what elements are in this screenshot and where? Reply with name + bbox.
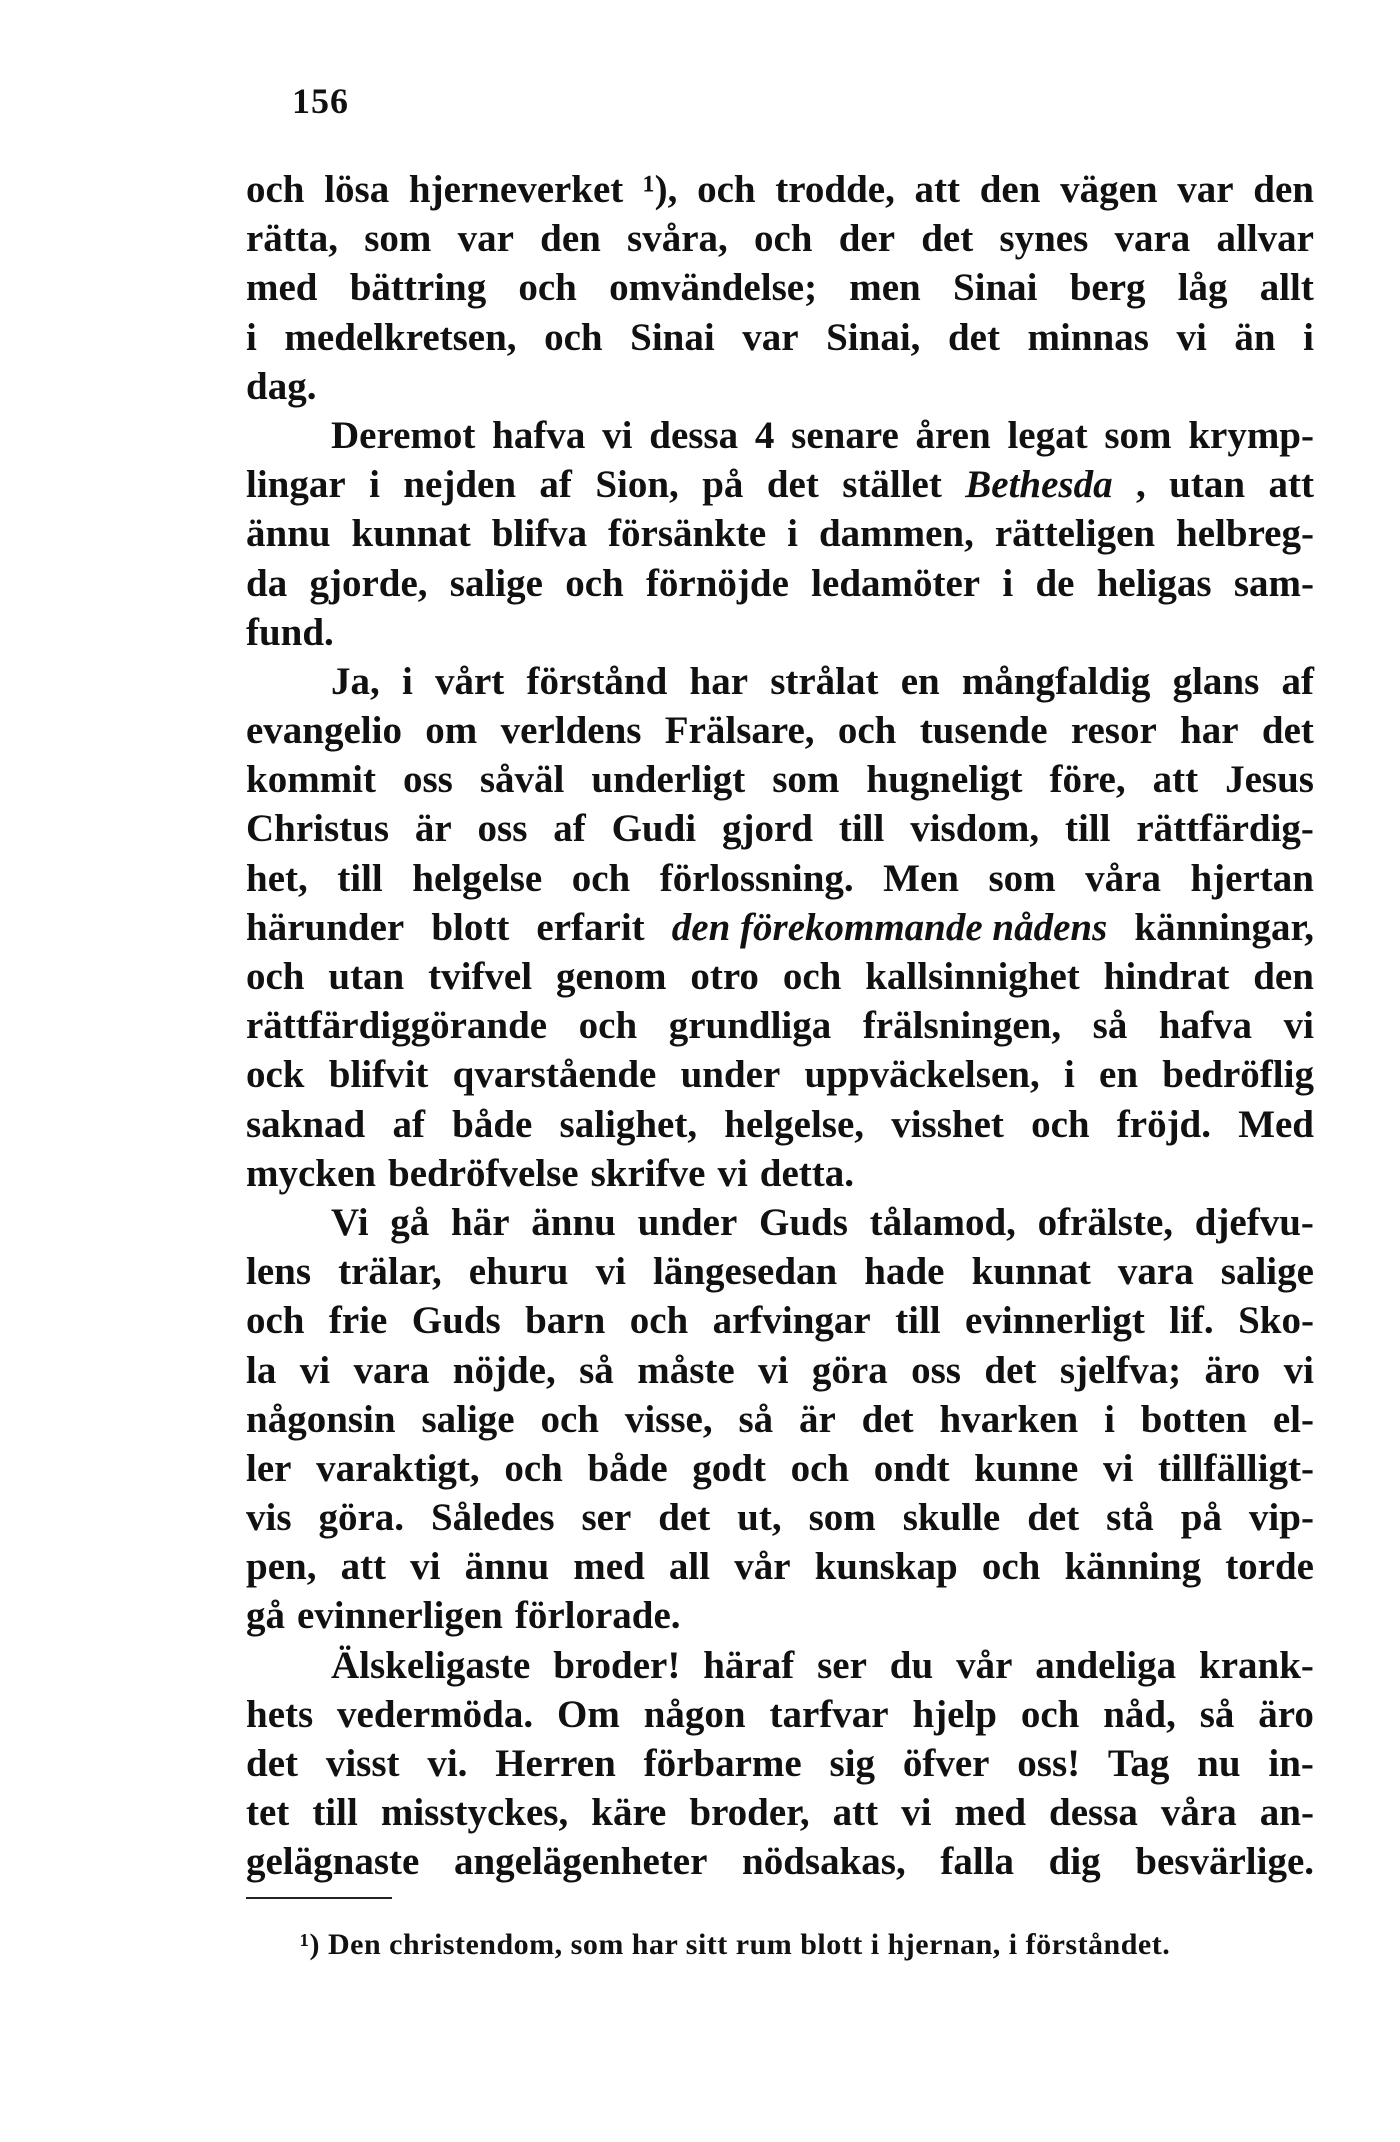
- text-line: gelägnaste angelägenheter nödsakas, falla dig besvärlige.: [246, 1840, 1314, 1884]
- text-line: tet till misstyckes, käre broder, att vi med dessa våra an-: [246, 1791, 1314, 1835]
- text-line: Christus är oss af Gudi gjord till visdom, till rättfärdig-: [246, 807, 1314, 851]
- text-line: härunder blott erfarit den förekommande nådens känningar,: [246, 905, 1314, 949]
- text-line: Vi gå här ännu under Guds tålamod, ofrälste, djefvu-: [331, 1200, 1314, 1244]
- text-line: dag.: [246, 364, 317, 408]
- text-line: Ja, i vårt förstånd har strålat en mångfaldig glans af: [331, 659, 1314, 703]
- text-line: lingar i nejden af Sion, på det stället Bethesda , utan att: [246, 463, 1314, 507]
- text-line: fund.: [246, 610, 334, 654]
- text-line: ler varaktigt, och både godt och ondt kunne vi tillfälligt-: [246, 1446, 1314, 1490]
- text-line: Älskeligaste broder! häraf ser du vår andeliga krank-: [331, 1643, 1314, 1687]
- text-line: saknad af både salighet, helgelse, visshet och fröjd. Med: [246, 1102, 1314, 1146]
- text-line: het, till helgelse och förlossning. Men som våra hjertan: [246, 856, 1314, 900]
- text-line: mycken bedröfvelse skrifve vi detta.: [246, 1151, 855, 1195]
- text-line: hets vedermöda. Om någon tarfvar hjelp och nåd, så äro: [246, 1692, 1314, 1736]
- text-line: och utan tvifvel genom otro och kallsinnighet hindrat den: [246, 955, 1314, 998]
- text-line: i medelkretsen, och Sinai var Sinai, det minnas vi än i: [246, 315, 1314, 359]
- page-number: 156: [292, 81, 349, 121]
- text-line: någonsin salige och visse, så är det hvarken i botten el-: [246, 1397, 1314, 1441]
- text-line: evangelio om verldens Frälsare, och tusende resor har det: [246, 709, 1314, 753]
- text-line: och frie Guds barn och arfvingar till evinnerligt lif. Sko-: [246, 1299, 1314, 1343]
- text-line: det visst vi. Herren förbarme sig öfver oss! Tag nu in-: [246, 1742, 1314, 1785]
- text-line: Deremot hafva vi dessa 4 senare åren legat som krymp-: [331, 413, 1314, 457]
- text-line: lens trälar, ehuru vi längesedan hade kunnat vara salige: [246, 1250, 1314, 1294]
- text-line: gå evinnerligen förlorade.: [246, 1594, 681, 1638]
- text-line: och lösa hjerneverket ¹), och trodde, att den vägen var den: [246, 168, 1314, 211]
- footnote: ¹) Den christendom, som har sitt rum blott i hjernan, i förståndet.: [300, 1928, 1171, 1961]
- text-line: pen, att vi ännu med all vår kunskap och känning torde: [246, 1545, 1314, 1589]
- text-line: vis göra. Således ser det ut, som skulle det stå på vip-: [246, 1496, 1314, 1540]
- text-line: rättfärdiggörande och grundliga frälsningen, så hafva vi: [246, 1004, 1314, 1048]
- text-line: la vi vara nöjde, så måste vi göra oss det sjelfva; äro vi: [246, 1348, 1314, 1392]
- text-line: ännu kunnat blifva försänkte i dammen, rätteligen helbreg-: [246, 512, 1314, 556]
- text-line: kommit oss såväl underligt som hugneligt före, att Jesus: [246, 758, 1314, 802]
- footnote-rule: [246, 1897, 392, 1899]
- text-line: ock blifvit qvarstående under uppväckelsen, i en bedröflig: [246, 1053, 1314, 1097]
- text-line: da gjorde, salige och förnöjde ledamöter i de heligas sam-: [246, 561, 1314, 605]
- text-line: rätta, som var den svåra, och der det synes vara allvar: [246, 217, 1314, 261]
- text-line: med bättring och omvändelse; men Sinai berg låg allt: [246, 266, 1314, 310]
- body-text: [246, 165, 1314, 1887]
